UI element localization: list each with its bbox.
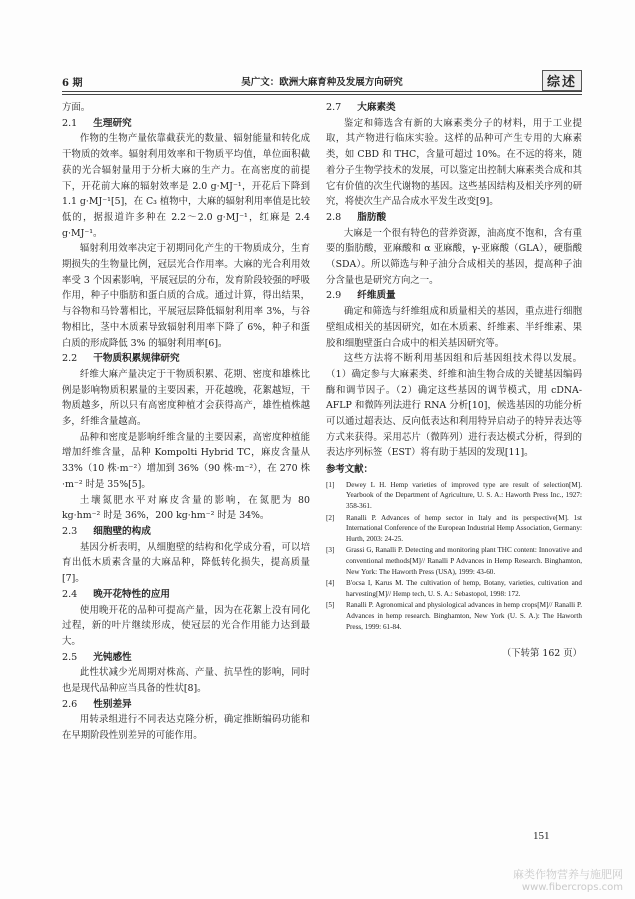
section-heading xyxy=(62,697,310,713)
section-number: 2.3 xyxy=(62,525,78,537)
reference-text: Dewey L H. Hemp varieties of improved type are result of selection[M]. Yearbook of the Department of Agriculture, U. S. A.: Haworth Press Inc., 1927: 358-361. xyxy=(346,480,582,511)
body-paragraph: 作物的生物产量依靠截获光的数量、辐射能量和转化成干物质的效率。辐射利用效率和干物质平均值，单位面积截获的光合辐射量用于分析大麻的生产力。在高密度的前提下，开花前大麻的辐射效率是 2.0 g·MJ⁻¹，开花后下降到 1.1 g·MJ⁻¹[5]，在 C₃ 植物中，大麻的辐射利用率值是比较低的，据报道许多种在 2.2～2.0 g·MJ⁻¹，红麻是 2.4 g·MJ⁻¹。 xyxy=(62,133,310,239)
body-paragraph: 土壤氮肥水平对麻皮含量的影响，在氮肥为 80 kg·hm⁻² 时是 36%，200 kg·hm⁻² 时是 34%。 xyxy=(62,494,310,522)
section-number: 2.6 xyxy=(62,698,78,710)
reference-number: [3] xyxy=(326,546,335,555)
section-badge: 综述 xyxy=(542,70,582,91)
watermark xyxy=(483,866,623,893)
section-number: 2.7 xyxy=(326,102,342,113)
body-paragraph: 使用晚开花的品种可提高产量，因为在花絮上没有同化过程，新的叶片继续形成，使冠层的光合作用能力达到最大。 xyxy=(62,604,310,647)
reference-text: Ranalli P. Agronomical and physiological advances in hemp crops[M]// Ranalli P. Advances in hemp research. Binghamton, New York (U. S. A.): The Haworth Press, 1999: 61-84. xyxy=(346,601,582,631)
reference-text: B'ocsa I, Karus M. The cultivation of hemp, Botany, varieties, cultivation and harvesting[M]// Hemp tech, U. S. A.: Sebastopol, 1998: 172. xyxy=(346,579,582,598)
section-title: 干物质积累规律研究 xyxy=(93,353,180,365)
reference-number: [4] xyxy=(326,579,335,588)
left-column xyxy=(62,100,310,744)
section-number: 2.9 xyxy=(326,290,342,302)
running-title: 吴广文：欧洲大麻育种及发展方向研究 xyxy=(241,77,403,88)
section-title: 光钝感性 xyxy=(93,651,132,663)
body-paragraph: 鉴定和筛选含有新的大麻素类分子的材料，用于工业提取，其产物进行临床实验。这样的品种可产生专用的大麻素类，如 CBD 和 THC，含量可超过 10%。在不远的将来，随着分子生物学技术的发展，可以鉴定出控制大麻素类合成和其它有价值的次生代谢物的基因。这些基因结构及相关序列的研究，将使次生产品合成水平发生改变[9]。 xyxy=(326,117,582,208)
section-heading xyxy=(326,100,582,116)
section-title: 晚开花特性的应用 xyxy=(93,588,171,600)
body-paragraph: 方面。 xyxy=(62,102,91,113)
body-paragraph: 纤维大麻产量决定于干物质积累、花期、密度和雄株比例是影响物质积累量的主要因素，开花越晚，花絮越短，干物质越多，所以只有高密度种植才会获得高产，雄性植株越多，纤维含量越高。 xyxy=(62,368,310,428)
section-number: 2.4 xyxy=(62,588,78,600)
section-heading xyxy=(62,116,310,132)
watermark-site-name: 麻类作物营养与施肥网 xyxy=(513,868,623,881)
body-paragraph: 确定和筛选与纤维组成和质量相关的基因，重点进行细胞壁组成相关的基因研究，如在木质素、纤维素、半纤维素、果胶和细胞壁蛋白合成中的相关基因研究等。 xyxy=(326,306,582,349)
body-paragraph: 此性状减少光周期对株高、产量、抗旱性的影响，同时也是现代品种应当具备的性状[8]。 xyxy=(62,667,310,695)
section-title: 纤维质量 xyxy=(357,290,396,302)
body-paragraph: 用转录组进行不同表达克隆分析，确定推断编码功能和在早期阶段性别差异的可能作用。 xyxy=(62,714,310,742)
body-paragraph: 辐射利用效率决定于初期同化产生的干物质成分，生育期损失的生物量比例，冠层光合作用率。大麻的光合利用效率受 3 个因素影响，平展冠层的分布，发育阶段较强的呼吸作用，种子中脂肪和蛋白质的合成。通过计算，得出结果，与谷物和马铃薯相比，平展冠层降低辐射利用率 3%，与谷物相比，茎中木质素导致辐射利用率下降了 6%，种子和蛋白质的形成降低 3% 的辐射利用率[6]。 xyxy=(62,243,310,349)
section-title: 性别差异 xyxy=(93,698,132,710)
section-heading xyxy=(326,288,582,304)
section-title: 脂肪酸 xyxy=(357,211,387,223)
reference-number: [5] xyxy=(326,601,335,610)
body-paragraph: 品种和密度是影响纤维含量的主要因素，高密度种植能增加纤维含量，品种 Kompolti Hybrid TC，麻皮含量从 33%（10 株·m⁻²）增加到 36%（90 株·m⁻²），在 270 株·m⁻² 时是 35%[5]。 xyxy=(62,431,310,490)
references-title: 参考文献： xyxy=(326,464,373,476)
section-title: 生理研究 xyxy=(93,117,132,129)
section-heading xyxy=(62,351,310,367)
body-paragraph: 这些方法将不断利用基因组和后基因组技术得以发展。（1）确定参与大麻素类、纤维和油生物合成的关键基因编码酶和调节因子。（2）确定这些基因的调节模式，用 cDNA-AFLP 和微阵列法进行 RNA 分析[10]，候选基因的功能分析可以通过超表达、反向低表达和利用特异启动子的特异表达等方式来获得。采用芯片（微阵列）进行表达模式分析，得到的表达序列标签（EST）将有助于基因的发现[11]。 xyxy=(326,353,582,459)
reference-list xyxy=(326,480,582,632)
reference-text: Grassi G, Ranalli P. Detecting and monitoring plant THC content: Innovative and conventional methods[M]// Ranalli P Advances in Hemp Research. Binghamton, New York: The Haworth Press (USA), 1999: 43-60. xyxy=(346,546,582,576)
running-header xyxy=(62,72,582,90)
section-heading xyxy=(62,524,310,540)
reference-item xyxy=(326,600,582,632)
watermark-url: www.fibercrops.com xyxy=(521,882,623,893)
reference-item xyxy=(326,480,582,512)
reference-number: [1] xyxy=(326,480,335,489)
header-rule-thin xyxy=(62,94,582,95)
header-rule xyxy=(62,91,582,92)
reference-item xyxy=(326,513,582,545)
right-column xyxy=(326,100,582,662)
reference-item xyxy=(326,545,582,577)
section-number: 2.2 xyxy=(62,353,78,365)
reference-text: Ranalli P. Advances of hemp sector in Italy and its perspective[M]. 1st International Conference of the European Industrial Hemp Association, Germany: Hurth, 2003: 24-25. xyxy=(346,513,582,543)
issue-number: 6 期 xyxy=(62,78,83,89)
page-number: 151 xyxy=(533,830,550,842)
section-title: 细胞壁的构成 xyxy=(93,525,151,537)
right-column-body xyxy=(326,100,582,461)
continued-note: （下转第 162 页） xyxy=(501,648,582,660)
section-heading xyxy=(62,587,310,603)
section-title: 大麻素类 xyxy=(357,102,396,113)
section-number: 2.8 xyxy=(326,211,342,223)
reference-item xyxy=(326,578,582,599)
section-number: 2.1 xyxy=(62,117,78,129)
reference-number: [2] xyxy=(326,513,335,522)
body-paragraph: 基因分析表明，从细胞壁的结构和化学成分看，可以培育出低木质素含量的大麻品种，降低转化损失，提高质量[7]。 xyxy=(62,541,310,585)
section-heading xyxy=(326,210,582,226)
section-number: 2.5 xyxy=(62,651,78,663)
body-paragraph: 大麻是一个很有特色的营养资源，油高度不饱和，含有重要的脂肪酸，亚麻酸和 α 亚麻酸，γ-亚麻酸（GLA），硬脂酸（SDA）。所以筛选与种子油分合成相关的基因，提高种子油分含量也是研究方向之一。 xyxy=(326,227,582,286)
section-heading xyxy=(62,650,310,666)
